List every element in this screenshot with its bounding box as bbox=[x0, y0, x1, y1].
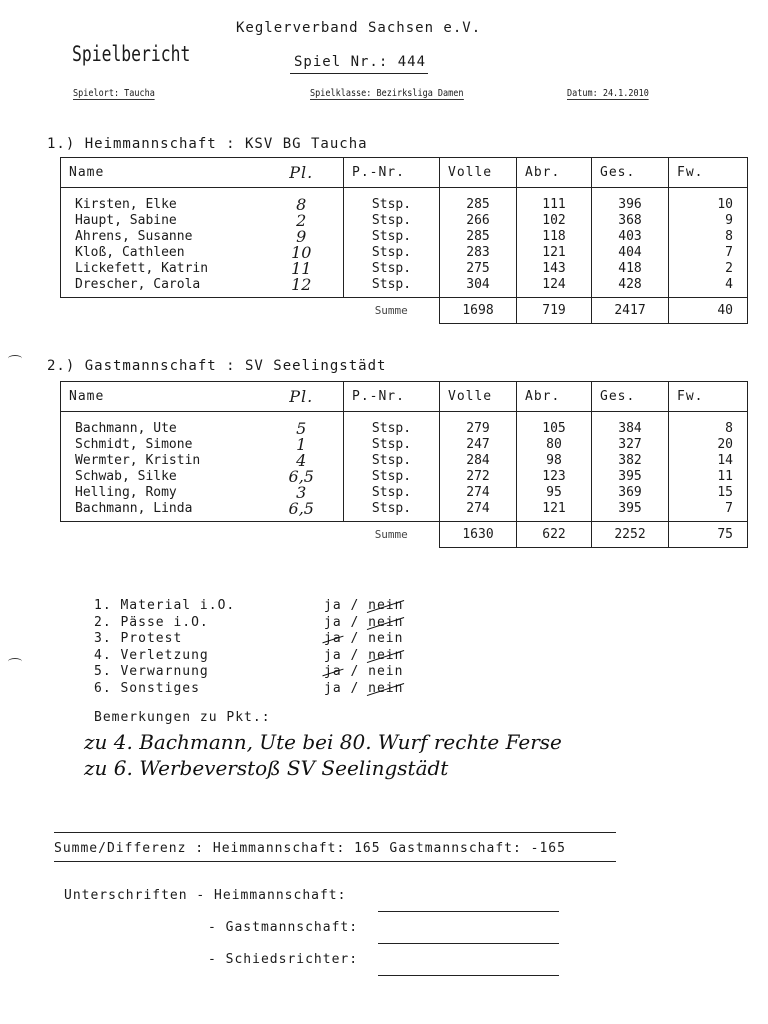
choice-yes: ja bbox=[324, 647, 342, 663]
player-nr: Stsp. bbox=[344, 213, 440, 229]
choice-separator: / bbox=[341, 647, 369, 663]
home-team-heading: 1.) Heimmannschaft : KSV BG Taucha bbox=[47, 136, 368, 152]
signature-line-guest[interactable] bbox=[378, 943, 559, 944]
player-clear: 111 bbox=[517, 197, 592, 213]
col-errors-header: Fw. bbox=[669, 382, 748, 412]
player-nr: Stsp. bbox=[344, 469, 440, 485]
game-number-underline bbox=[290, 73, 428, 74]
player-name: Wermter, Kristin bbox=[61, 453, 260, 469]
checklist-label: 3. Protest bbox=[94, 631, 183, 646]
player-position: 9 bbox=[260, 229, 344, 245]
choice-yes: ja bbox=[324, 680, 342, 696]
choice-separator: / bbox=[341, 598, 369, 613]
player-name: Schmidt, Simone bbox=[61, 437, 260, 453]
choice-no: nein bbox=[368, 647, 404, 663]
choice-no: nein bbox=[368, 598, 404, 613]
player-name: Kirsten, Elke bbox=[61, 197, 260, 213]
player-total: 404 bbox=[592, 245, 669, 261]
player-nr: Stsp. bbox=[344, 277, 440, 298]
player-total: 395 bbox=[592, 501, 669, 522]
player-full: 285 bbox=[440, 229, 517, 245]
player-name: Drescher, Carola bbox=[61, 277, 260, 298]
table-header-row bbox=[61, 158, 748, 188]
col-player-nr-header: P.-Nr. bbox=[344, 158, 440, 188]
guest-team-heading: 2.) Gastmannschaft : SV Seelingstädt bbox=[47, 358, 387, 374]
player-name: Haupt, Sabine bbox=[61, 213, 260, 229]
col-clear-header: Abr. bbox=[517, 382, 592, 412]
player-clear: 98 bbox=[517, 453, 592, 469]
player-position: 3 bbox=[260, 485, 344, 501]
player-total: 396 bbox=[592, 197, 669, 213]
player-errors: 9 bbox=[669, 213, 748, 229]
player-name: Lickefett, Katrin bbox=[61, 261, 260, 277]
table-row bbox=[61, 437, 748, 453]
player-full: 247 bbox=[440, 437, 517, 453]
table-row bbox=[61, 229, 748, 245]
player-nr: Stsp. bbox=[344, 453, 440, 469]
col-name-header: Name bbox=[61, 382, 260, 412]
player-full: 283 bbox=[440, 245, 517, 261]
sum-full: 1630 bbox=[440, 522, 517, 548]
table-header-row bbox=[61, 382, 748, 412]
checklist-item bbox=[94, 681, 403, 698]
checklist-item bbox=[94, 664, 403, 681]
table-row bbox=[61, 213, 748, 229]
player-nr: Stsp. bbox=[344, 485, 440, 501]
table-row bbox=[61, 485, 748, 501]
sum-clear: 622 bbox=[517, 522, 592, 548]
player-position: 6,5 bbox=[260, 469, 344, 485]
player-clear: 121 bbox=[517, 245, 592, 261]
remarks-label: Bemerkungen zu Pkt.: bbox=[94, 710, 271, 725]
sum-errors: 75 bbox=[669, 522, 748, 548]
player-position: 6,5 bbox=[260, 501, 344, 522]
player-clear: 105 bbox=[517, 421, 592, 437]
player-clear: 124 bbox=[517, 277, 592, 298]
col-position-header: Pl. bbox=[260, 158, 344, 188]
table-row bbox=[61, 469, 748, 485]
sum-label: Summe bbox=[374, 527, 408, 541]
player-total: 368 bbox=[592, 213, 669, 229]
table-row bbox=[61, 261, 748, 277]
table-row bbox=[61, 197, 748, 213]
player-errors: 2 bbox=[669, 261, 748, 277]
sum-full: 1698 bbox=[440, 298, 517, 324]
col-full-header: Volle bbox=[440, 382, 517, 412]
player-full: 285 bbox=[440, 197, 517, 213]
checklist-choice bbox=[324, 631, 403, 648]
checklist-label: 5. Verwarnung bbox=[94, 664, 209, 679]
player-name: Schwab, Silke bbox=[61, 469, 260, 485]
player-full: 304 bbox=[440, 277, 517, 298]
checklist-label: 6. Sonstiges bbox=[94, 680, 200, 696]
col-position-header: Pl. bbox=[260, 382, 344, 412]
col-errors-header: Fw. bbox=[669, 158, 748, 188]
sum-errors: 40 bbox=[669, 298, 748, 324]
summary-rule-bottom bbox=[54, 861, 616, 862]
player-full: 266 bbox=[440, 213, 517, 229]
margin-mark bbox=[8, 658, 22, 665]
choice-yes: ja bbox=[324, 631, 342, 646]
player-total: 418 bbox=[592, 261, 669, 277]
choice-yes: ja bbox=[324, 598, 342, 613]
table-row bbox=[61, 501, 748, 522]
player-full: 274 bbox=[440, 501, 517, 522]
player-errors: 7 bbox=[669, 245, 748, 261]
document-title: Spielbericht bbox=[72, 42, 191, 66]
player-position: 5 bbox=[260, 421, 344, 437]
choice-separator: / bbox=[341, 664, 369, 679]
player-nr: Stsp. bbox=[344, 229, 440, 245]
player-nr: Stsp. bbox=[344, 245, 440, 261]
col-player-nr-header: P.-Nr. bbox=[344, 382, 440, 412]
player-total: 384 bbox=[592, 421, 669, 437]
player-errors: 14 bbox=[669, 453, 748, 469]
organization-name: Keglerverband Sachsen e.V. bbox=[236, 20, 482, 36]
sum-total: 2252 bbox=[592, 522, 669, 548]
player-clear: 80 bbox=[517, 437, 592, 453]
player-errors: 10 bbox=[669, 197, 748, 213]
player-errors: 8 bbox=[669, 421, 748, 437]
player-name: Bachmann, Ute bbox=[61, 421, 260, 437]
checklist-choice bbox=[324, 615, 403, 632]
player-position: 4 bbox=[260, 453, 344, 469]
checklist-item bbox=[94, 631, 403, 648]
player-full: 275 bbox=[440, 261, 517, 277]
col-full-header: Volle bbox=[440, 158, 517, 188]
player-total: 403 bbox=[592, 229, 669, 245]
guest-score-table bbox=[60, 381, 748, 548]
checklist-label: 1. Material i.O. bbox=[94, 598, 236, 613]
choice-no: nein bbox=[368, 614, 404, 630]
choice-no: nein bbox=[368, 631, 404, 646]
summary-rule-top bbox=[54, 832, 616, 833]
player-clear: 121 bbox=[517, 501, 592, 522]
player-name: Bachmann, Linda bbox=[61, 501, 260, 522]
player-nr: Stsp. bbox=[344, 437, 440, 453]
checklist-label: 2. Pässe i.O. bbox=[94, 614, 209, 630]
player-full: 279 bbox=[440, 421, 517, 437]
signature-line-home[interactable] bbox=[378, 911, 559, 912]
choice-no: nein bbox=[368, 680, 404, 696]
choice-separator: / bbox=[341, 631, 369, 646]
player-full: 272 bbox=[440, 469, 517, 485]
col-clear-header: Abr. bbox=[517, 158, 592, 188]
table-row bbox=[61, 277, 748, 298]
player-nr: Stsp. bbox=[344, 261, 440, 277]
game-number: Spiel Nr.: 444 bbox=[294, 54, 427, 70]
player-name: Helling, Romy bbox=[61, 485, 260, 501]
player-full: 284 bbox=[440, 453, 517, 469]
player-errors: 8 bbox=[669, 229, 748, 245]
player-name: Ahrens, Susanne bbox=[61, 229, 260, 245]
signature-label-home: Unterschriften - Heimmannschaft: bbox=[64, 888, 347, 903]
table-row bbox=[61, 453, 748, 469]
checklist-choice bbox=[324, 681, 403, 698]
player-nr: Stsp. bbox=[344, 197, 440, 213]
home-score-table bbox=[60, 157, 748, 324]
match-class: Spielklasse: Bezirksliga Damen bbox=[310, 88, 464, 99]
sum-clear: 719 bbox=[517, 298, 592, 324]
signature-label-referee: - Schiedsrichter: bbox=[208, 952, 359, 967]
player-errors: 4 bbox=[669, 277, 748, 298]
checklist-choice bbox=[324, 598, 403, 615]
player-clear: 118 bbox=[517, 229, 592, 245]
player-name: Kloß, Cathleen bbox=[61, 245, 260, 261]
player-clear: 143 bbox=[517, 261, 592, 277]
checklist-label: 4. Verletzung bbox=[94, 647, 209, 663]
match-place: Spielort: Taucha bbox=[73, 88, 155, 99]
player-total: 327 bbox=[592, 437, 669, 453]
player-total: 369 bbox=[592, 485, 669, 501]
choice-no: nein bbox=[368, 664, 404, 679]
signature-label-guest: - Gastmannschaft: bbox=[208, 920, 359, 935]
player-errors: 15 bbox=[669, 485, 748, 501]
signature-line-referee[interactable] bbox=[378, 975, 559, 976]
summary-difference: Summe/Differenz : Heimmannschaft: 165 Gastmannschaft: -165 bbox=[54, 841, 566, 856]
col-total-header: Ges. bbox=[592, 158, 669, 188]
player-errors: 7 bbox=[669, 501, 748, 522]
choice-yes: ja bbox=[324, 614, 342, 630]
choice-separator: / bbox=[341, 614, 369, 630]
player-clear: 95 bbox=[517, 485, 592, 501]
player-position: 10 bbox=[260, 245, 344, 261]
player-position: 2 bbox=[260, 213, 344, 229]
choice-separator: / bbox=[341, 680, 369, 696]
player-total: 395 bbox=[592, 469, 669, 485]
remark-line-2: zu 6. Werbeverstoß SV Seelingstädt bbox=[84, 756, 449, 780]
col-name-header: Name bbox=[61, 158, 260, 188]
checklist-item bbox=[94, 615, 403, 632]
player-full: 274 bbox=[440, 485, 517, 501]
player-clear: 123 bbox=[517, 469, 592, 485]
checklist bbox=[94, 598, 403, 697]
remark-line-1: zu 4. Bachmann, Ute bei 80. Wurf rechte Ferse bbox=[84, 730, 562, 754]
sum-row bbox=[61, 522, 748, 548]
player-total: 428 bbox=[592, 277, 669, 298]
player-nr: Stsp. bbox=[344, 421, 440, 437]
player-position: 1 bbox=[260, 437, 344, 453]
player-nr: Stsp. bbox=[344, 501, 440, 522]
table-row bbox=[61, 421, 748, 437]
player-position: 8 bbox=[260, 197, 344, 213]
sum-total: 2417 bbox=[592, 298, 669, 324]
table-row bbox=[61, 245, 748, 261]
checklist-item bbox=[94, 598, 403, 615]
player-errors: 11 bbox=[669, 469, 748, 485]
match-date: Datum: 24.1.2010 bbox=[567, 88, 649, 99]
player-total: 382 bbox=[592, 453, 669, 469]
player-position: 12 bbox=[260, 277, 344, 298]
choice-yes: ja bbox=[324, 664, 342, 679]
player-position: 11 bbox=[260, 261, 344, 277]
checklist-choice bbox=[324, 664, 403, 681]
margin-mark bbox=[8, 355, 22, 362]
sum-row bbox=[61, 298, 748, 324]
player-errors: 20 bbox=[669, 437, 748, 453]
col-total-header: Ges. bbox=[592, 382, 669, 412]
checklist-choice bbox=[324, 648, 403, 665]
sum-label: Summe bbox=[374, 303, 408, 317]
checklist-item bbox=[94, 648, 403, 665]
player-clear: 102 bbox=[517, 213, 592, 229]
